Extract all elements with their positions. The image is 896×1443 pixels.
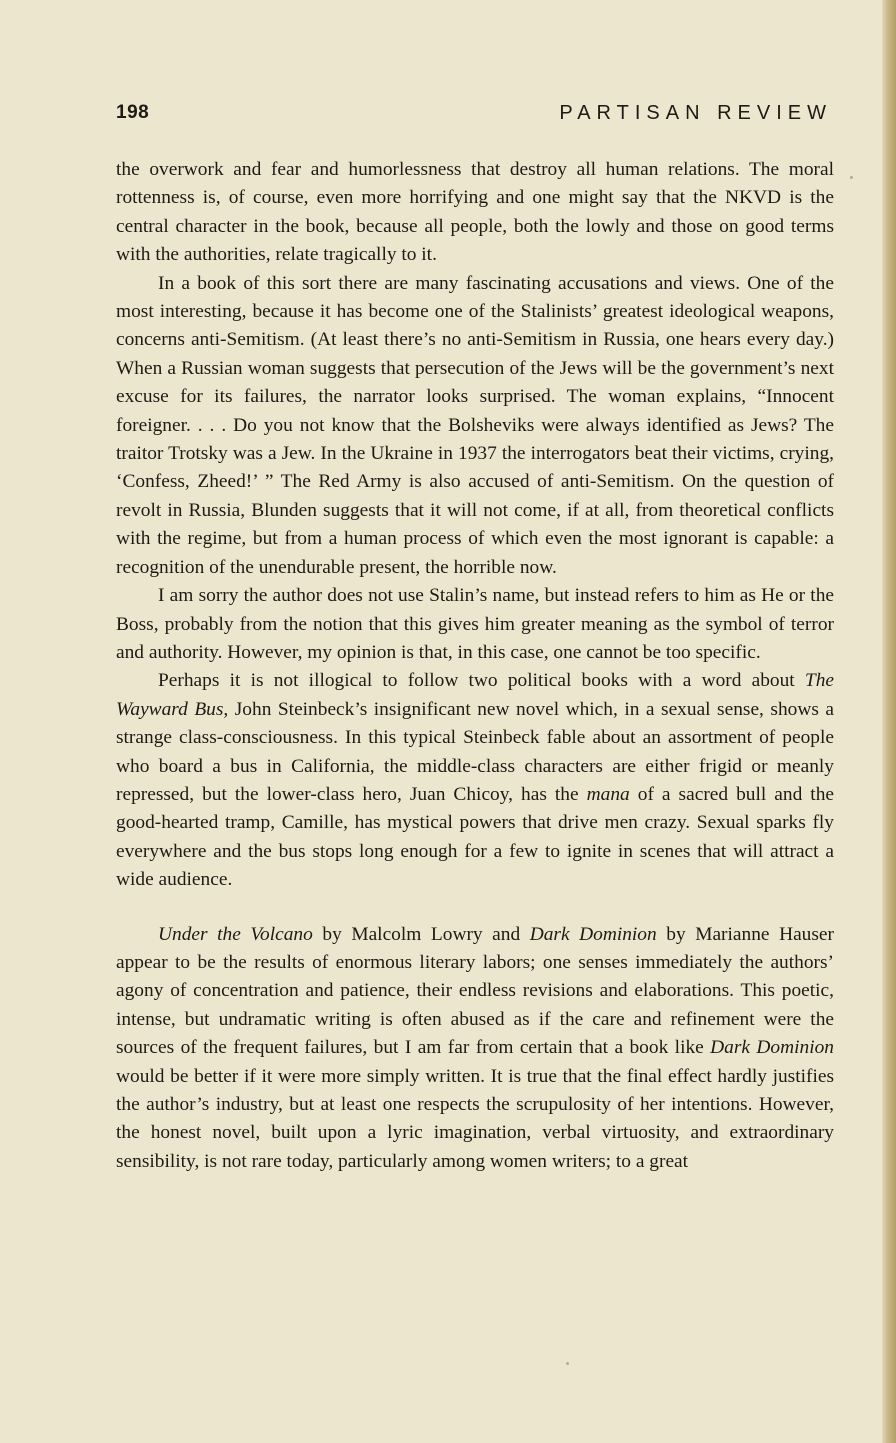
paragraph [116, 921, 834, 1177]
paragraph [116, 270, 834, 582]
italic-title: Under the Volcano [158, 923, 313, 945]
italic-title: Dark Dominion [529, 923, 657, 945]
running-head [116, 102, 834, 132]
italic-title: Dark Dominion [710, 1037, 834, 1059]
text-run: In a book of this sort there are many fascinating accusations and views. One of the most interesting, because it has become one of the Stalinists’ greatest ideological weapons, concerns anti-Semitism. (At least there’s no anti-Semitism in Russia, one hears every day.) When a Russian woman suggests that persecution of the Jews will be the government’s next excuse for its failures, the narrator looks surprised. The woman explains, “Innocent foreigner. . . . Do you not know that the Bolsheviks were always identified as Jews? The traitor Trotsky was a Jew. In the Ukraine in 1937 the interrogators beat their victims, crying, ‘Confess, Zheed!’ ” The Red Army is also accused of anti-Semitism. On the question of revolt in Russia, Blunden suggests that it will not come, if at all, from theoretical conflicts with the regime, but from a human process of which even the most ignorant is capable: a recognition of the unendurable present, the horrible now. [116, 272, 834, 578]
article-body [116, 156, 834, 1176]
italic-title: mana [586, 783, 630, 805]
paper-speck [850, 176, 853, 179]
page-edge-shadow [882, 0, 896, 1443]
text-run: would be better if it were more simply written. It is true that the final effect hardly justifies the author’s industry, but at least one respects the scrupulosity of her intentions. However, the honest novel, built upon a lyric imagination, verbal virtuosity, and extraordinary sensibility, is not rare today, particularly among women writers; to a great [116, 1065, 834, 1172]
paragraph [116, 582, 834, 667]
text-run: of a sacred bull and the good-hearted tramp, Camille, has mystical powers that drive men crazy. Sexual sparks fly everywhere and the bus stops long enough for a few to ignite in scenes that will attract a wide audience. [116, 783, 834, 891]
text-run: by Malcolm Lowry and [312, 923, 530, 945]
text-run: John Steinbeck’s insignificant new novel which, in a sexual sense, shows a strange class-consciousness. In this typical Steinbeck fable about an assortment of people who board a bus in California, the middle-class characters are either frigid or meanly repressed, but the lower-class hero, Juan Chicoy, has the [116, 698, 834, 805]
italic-title: The Wayward Bus, [116, 670, 834, 720]
paragraph [116, 667, 834, 894]
text-run: Perhaps it is not illogical to follow two political books with a word about [158, 670, 805, 692]
text-run: by Marianne Hauser appear to be the results of enormous literary labors; one senses immediately the authors’ agony of concentration and patience, their endless revisions and elaborations. This poetic, intense, but undramatic writing is often abused as if the care and refinement were the sources of the frequent failures, but I am far from certain that a book like [116, 923, 834, 1059]
journal-title: PARTISAN REVIEW [559, 102, 832, 124]
paper-speck [566, 1362, 569, 1365]
paragraph [116, 156, 834, 270]
text-run: I am sorry the author does not use Stalin’s name, but instead refers to him as He or the Boss, probably from the notion that this gives him greater meaning as the symbol of terror and authority. However, my opinion is that, in this case, one cannot be too specific. [116, 585, 834, 663]
text-run: the overwork and fear and humorlessness that destroy all human relations. The moral rottenness is, of course, even more horrifying and one might say that the NKVD is the central character in the book, because all people, both the lowly and those on good terms with the authorities, relate tragically to it. [116, 159, 834, 266]
page-number: 198 [116, 102, 150, 123]
